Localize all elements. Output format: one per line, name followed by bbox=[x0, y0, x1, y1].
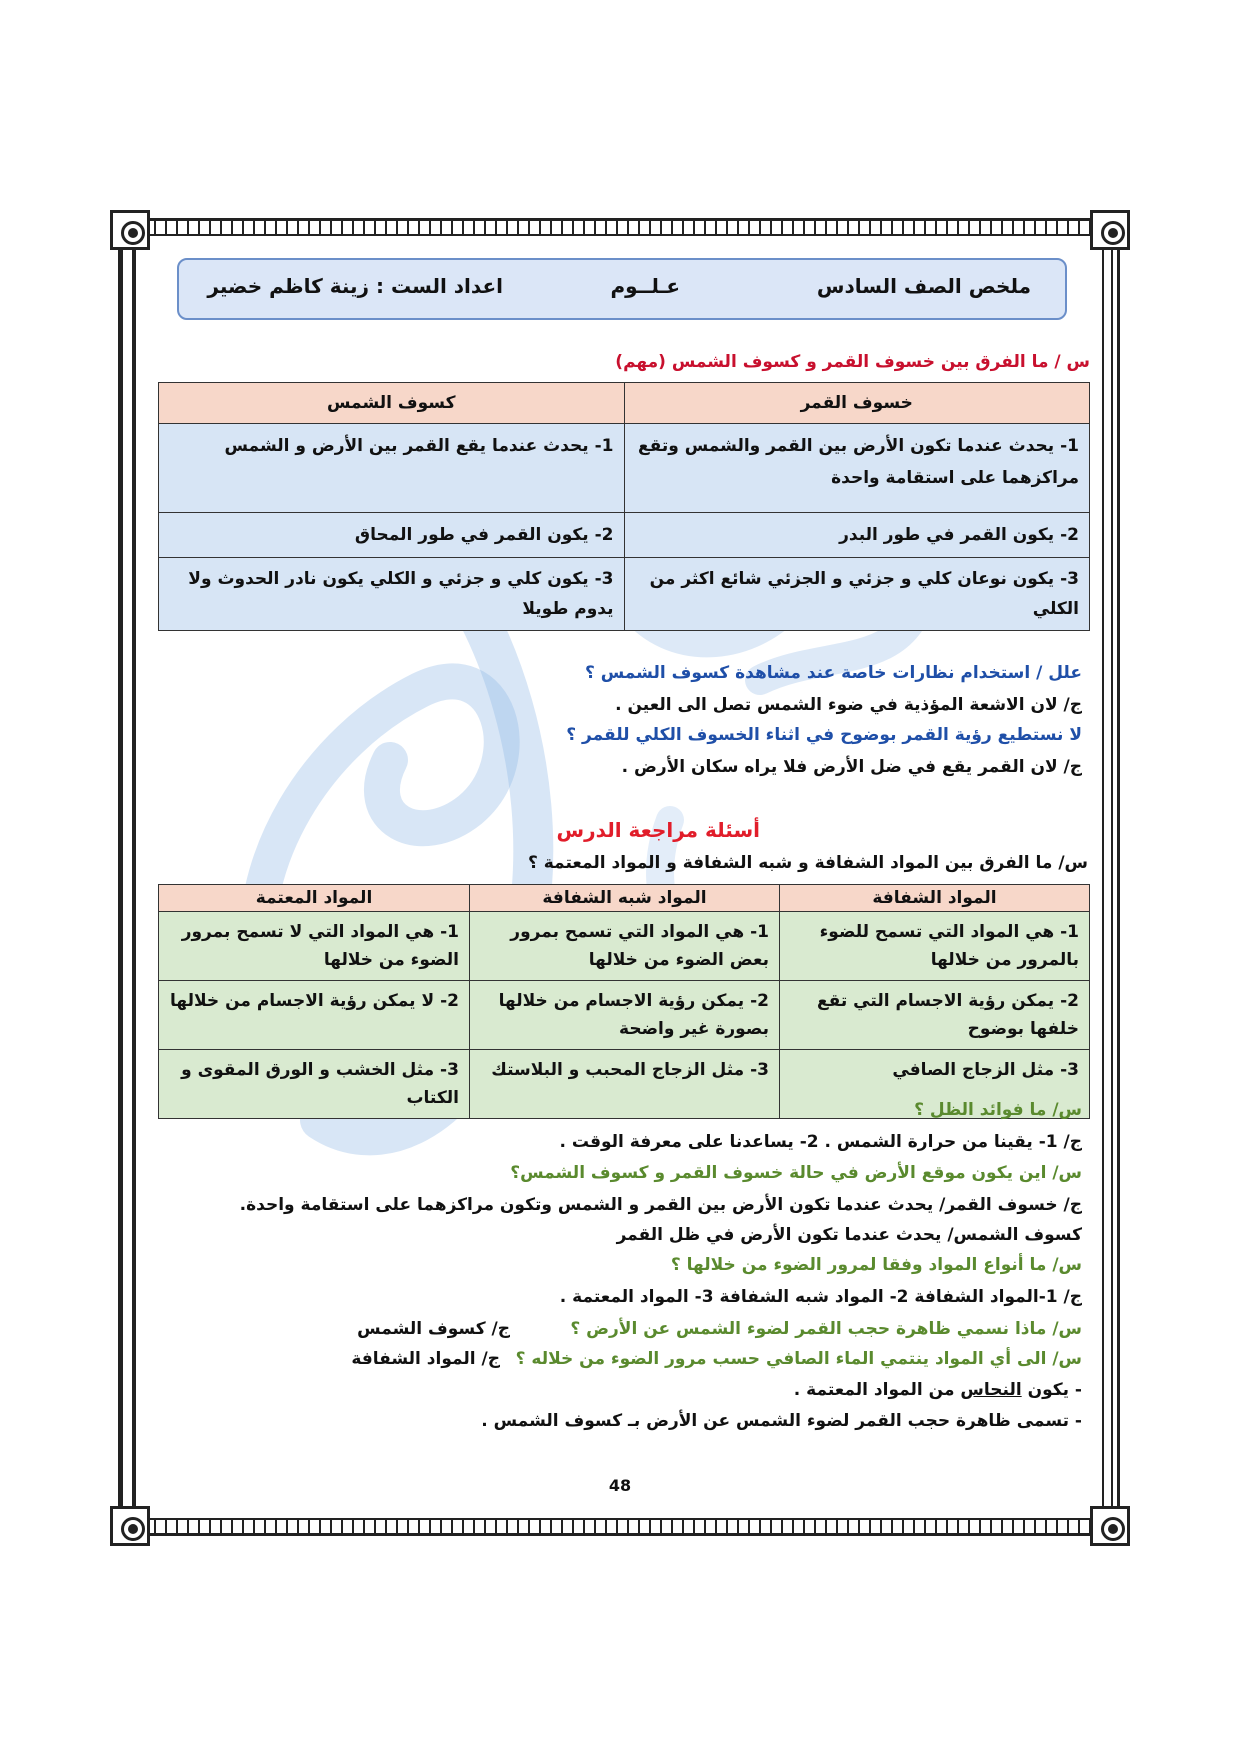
question-shadow-benefits: س/ ما فوائد الظل ؟ bbox=[914, 1100, 1082, 1120]
answer-shadow-benefits: ج/ 1- يقينا من حرارة الشمس . 2- يساعدنا على معرفة الوقت . bbox=[559, 1132, 1082, 1152]
answer-moon-visibility: ج/ لان القمر يقع في ضل الأرض فلا يراه سكان الأرض . bbox=[621, 757, 1082, 777]
table-row bbox=[159, 424, 1090, 513]
review-title: أسئلة مراجعة الدرس bbox=[556, 818, 760, 842]
answer-moon-blocking: ج/ كسوف الشمس bbox=[357, 1319, 510, 1339]
table-header-cell: المواد الشفافة bbox=[779, 885, 1089, 912]
question-materials-difference: س/ ما الفرق بين المواد الشفافة و شبه الشفافة و المواد المعتمة ؟ bbox=[527, 853, 1088, 873]
table-cell: 1- هي المواد التي لا تسمح بمرور الضوء من خلالها bbox=[159, 912, 470, 981]
table-header-row bbox=[159, 383, 1090, 424]
materials-comparison-table bbox=[158, 884, 1090, 1119]
question-moon-blocking: س/ ماذا نسمي ظاهرة حجب القمر لضوء الشمس عن الأرض ؟ bbox=[570, 1319, 1082, 1339]
note-copper-post: من المواد المعتمة . bbox=[793, 1380, 961, 1400]
header-grade: ملخص الصف السادس bbox=[816, 274, 1031, 298]
eclipse-comparison-table bbox=[158, 382, 1090, 631]
table-header-row bbox=[159, 885, 1090, 912]
corner-ornament bbox=[110, 210, 150, 250]
table-cell: 1- يحدث عندما يقع القمر بين الأرض و الشمس bbox=[159, 424, 625, 513]
question-moon-visibility: لا نستطيع رؤية القمر بوضوح في اثناء الخسوف الكلي للقمر ؟ bbox=[566, 725, 1082, 745]
table-row bbox=[159, 558, 1090, 631]
table-header-cell: المواد شبه الشفافة bbox=[469, 885, 779, 912]
table-row bbox=[159, 912, 1090, 981]
table-cell: 2- يكون القمر في طور المحاق bbox=[159, 513, 625, 558]
answer-material-types: ج/ 1-المواد الشفافة 2- المواد شبه الشفافة 3- المواد المعتمة . bbox=[559, 1287, 1082, 1307]
table-cell: 2- يمكن رؤية الاجسام من خلالها بصورة غير واضحة bbox=[469, 981, 779, 1050]
answer-earth-position-solar: كسوف الشمس/ يحدث عندما تكون الأرض في ظل القمر bbox=[616, 1225, 1082, 1245]
header-author: اعداد الست : زينة كاظم خضير bbox=[207, 274, 503, 298]
table-cell: 2- يكون القمر في طور البدر bbox=[624, 513, 1090, 558]
note-copper-pre: - يكون bbox=[1021, 1380, 1082, 1400]
header-subject: عـلــوم bbox=[610, 274, 680, 298]
corner-ornament bbox=[1090, 1506, 1130, 1546]
table-cell: 2- لا يمكن رؤية الاجسام من خلالها bbox=[159, 981, 470, 1050]
note-copper-word: النحاس bbox=[960, 1380, 1022, 1400]
table-header-cell: خسوف القمر bbox=[624, 383, 1090, 424]
table-cell: 3- مثل الخشب و الورق المقوى و الكتاب bbox=[159, 1050, 470, 1119]
corner-ornament bbox=[1090, 210, 1130, 250]
header-box bbox=[177, 258, 1067, 320]
table-cell: 3- يكون كلي و جزئي و الكلي يكون نادر الحدوث ولا يدوم طويلا bbox=[159, 558, 625, 631]
answer-glasses: ج/ لان الاشعة المؤذية في ضوء الشمس تصل الى العين . bbox=[615, 695, 1082, 715]
table-cell: 3- يكون نوعان كلي و جزئي و الجزئي شائع اكثر من الكلي bbox=[624, 558, 1090, 631]
question-clear-water: س/ الى أي المواد ينتمي الماء الصافي حسب مرور الضوء من خلاله ؟ bbox=[515, 1349, 1082, 1369]
page-number: 48 bbox=[608, 1476, 632, 1495]
corner-ornament bbox=[110, 1506, 150, 1546]
question-earth-position: س/ اين يكون موقع الأرض في حالة خسوف القمر و كسوف الشمس؟ bbox=[510, 1163, 1082, 1183]
note-solar-eclipse: - تسمى ظاهرة حجب القمر لضوء الشمس عن الأرض بـ كسوف الشمس . bbox=[481, 1411, 1082, 1431]
question-material-types: س/ ما أنواع المواد وفقا لمرور الضوء من خلالها ؟ bbox=[670, 1255, 1082, 1275]
table-cell: 1- هي المواد التي تسمح بمرور بعض الضوء من خلالها bbox=[469, 912, 779, 981]
table-cell: 1- هي المواد التي تسمح للضوء بالمرور من خلالها bbox=[779, 912, 1089, 981]
table-cell: 1- يحدث عندما تكون الأرض بين القمر والشمس وتقع مراكزهما على استقامة واحدة bbox=[624, 424, 1090, 513]
table-cell: 2- يمكن رؤية الاجسام التي تقع خلفها بوضوح bbox=[779, 981, 1089, 1050]
answer-earth-position-lunar: ج/ خسوف القمر/ يحدث عندما تكون الأرض بين القمر و الشمس وتكون مراكزهما على استقامة واحدة. bbox=[239, 1195, 1082, 1215]
table-cell: 3- مثل الزجاج المحبب و البلاستك bbox=[469, 1050, 779, 1119]
question-glasses: علل / استخدام نظارات خاصة عند مشاهدة كسوف الشمس ؟ bbox=[584, 663, 1082, 683]
table-row bbox=[159, 981, 1090, 1050]
note-copper bbox=[794, 1380, 1082, 1400]
answer-clear-water: ج/ المواد الشفافة bbox=[351, 1349, 500, 1369]
table-row bbox=[159, 513, 1090, 558]
table-header-cell: كسوف الشمس bbox=[159, 383, 625, 424]
table-cell: 3- مثل الزجاج الصافي bbox=[779, 1050, 1089, 1119]
question-eclipse-difference: س / ما الفرق بين خسوف القمر و كسوف الشمس (مهم) bbox=[615, 352, 1090, 372]
table-header-cell: المواد المعتمة bbox=[159, 885, 470, 912]
